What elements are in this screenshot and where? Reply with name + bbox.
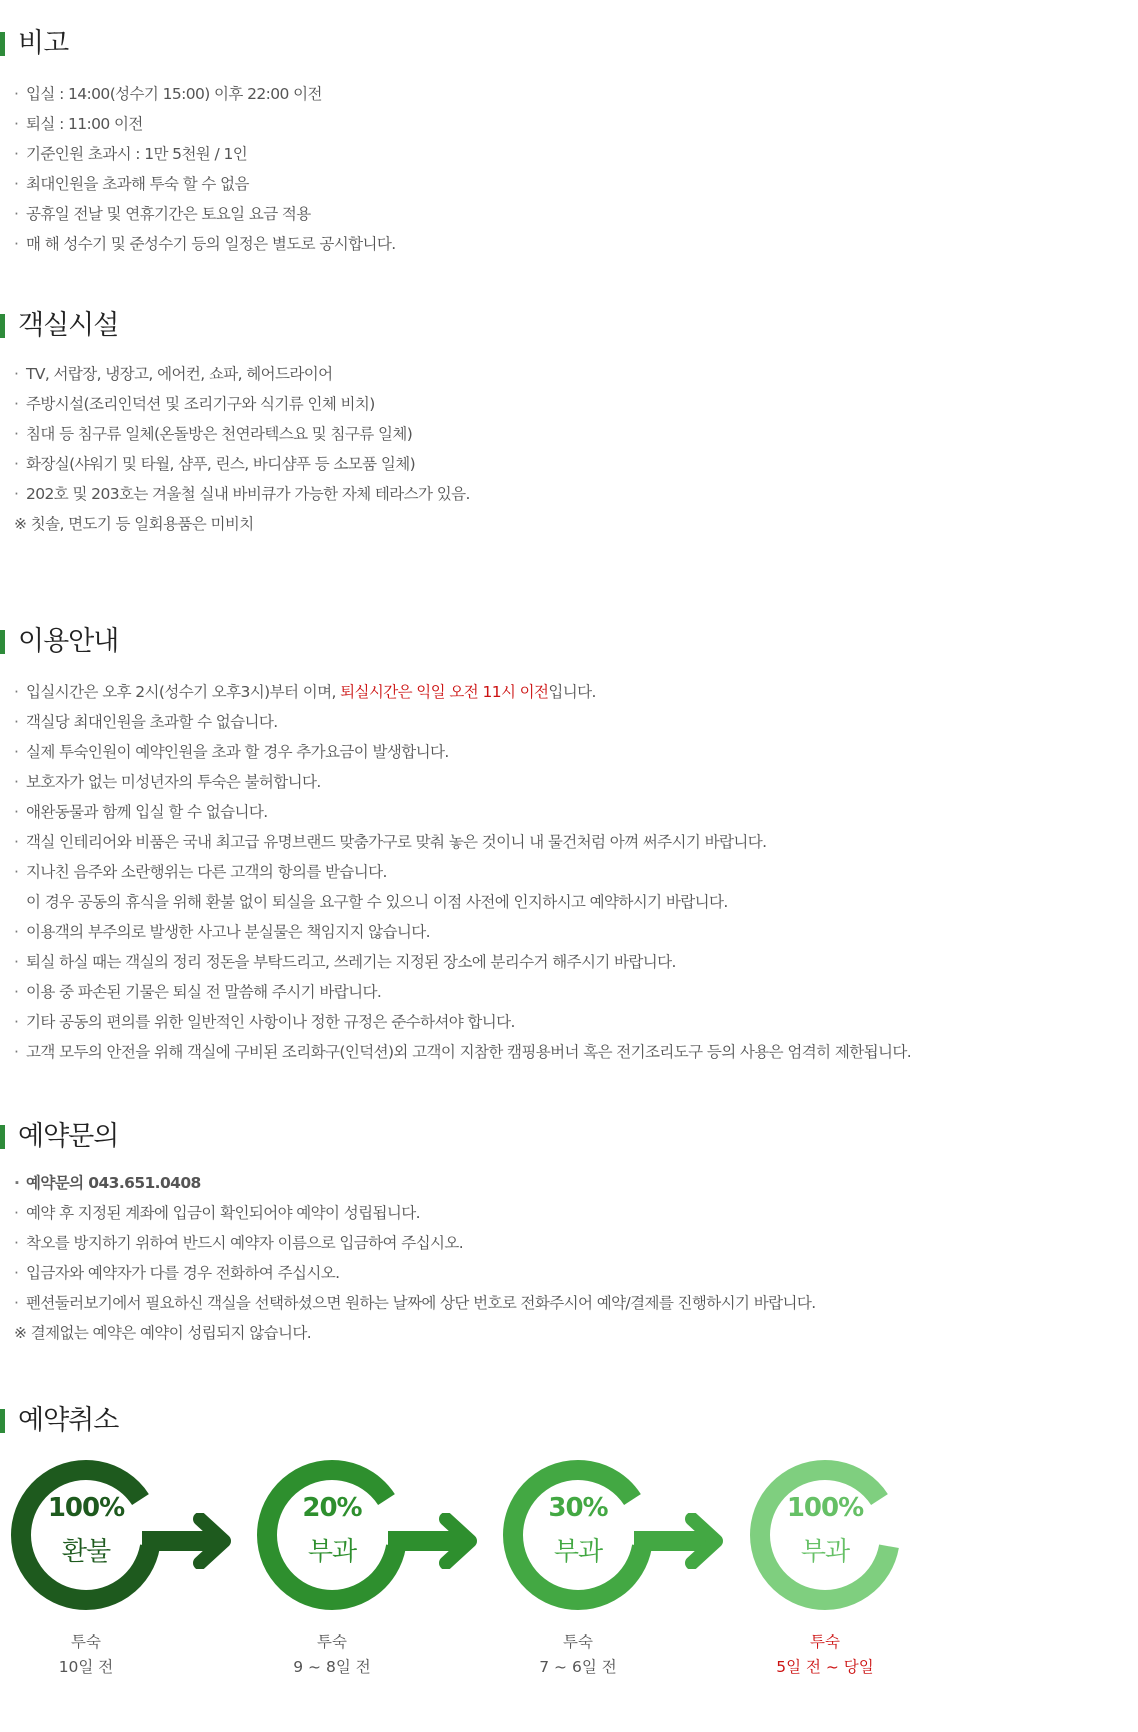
section-title-inquiry xyxy=(0,1117,1138,1157)
list-item: · 펜션둘러보기에서 필요하신 객실을 선택하셨으면 원하는 날짜에 상단 번호로 전화주시어 예약/결제를 진행하시기 바랍니다. xyxy=(14,1294,816,1312)
section-title-facilities xyxy=(0,306,1138,346)
cancellation-steps xyxy=(0,1455,1138,1732)
section-heading: 비고 xyxy=(18,28,69,59)
section-usage-guide xyxy=(0,622,1138,1061)
list-item: · 고객 모두의 안전을 위해 객실에 구비된 조리화구(인덕션)외 고객이 지참한 캠핑용버너 혹은 전기조리도구 등의 사용은 엄격히 제한됩니다. xyxy=(14,1043,912,1061)
list-item: · 애완동물과 함께 입실 할 수 없습니다. xyxy=(14,803,268,821)
list-item: · 객실 인테리어와 비품은 국내 최고급 유명브랜드 맞춤가구로 맞춰 놓은 것이니 내 물건처럼 아껴 써주시기 바랍니다. xyxy=(14,833,767,851)
list-item: · 매 해 성수기 및 준성수기 등의 일정은 별도로 공시합니다. xyxy=(14,235,396,253)
arrow-right-icon xyxy=(142,1513,237,1569)
section-heading: 예약문의 xyxy=(18,1121,119,1152)
list-item: · 입금자와 예약자가 다를 경우 전화하여 주십시오. xyxy=(14,1264,340,1282)
cancellation-period: 9 ~ 8일 전 xyxy=(293,1658,371,1676)
list-item: · 지나친 음주와 소란행위는 다른 고객의 항의를 받습니다. xyxy=(14,863,387,881)
section-heading: 객실시설 xyxy=(18,310,119,341)
title-bar xyxy=(0,1409,5,1433)
notes-list xyxy=(14,79,396,259)
cancellation-period: 5일 전 ~ 당일 xyxy=(776,1658,874,1676)
cancellation-percent: 20% xyxy=(302,1493,362,1523)
arrow-right-icon xyxy=(634,1513,729,1569)
section-title-cancellation xyxy=(0,1401,1138,1441)
list-item: · 화장실(샤워기 및 타월, 샴푸, 린스, 바디샴푸 등 소모품 일체) xyxy=(14,455,416,473)
title-bar xyxy=(0,1125,5,1149)
section-title-notes xyxy=(0,24,1138,64)
list-item: · 기타 공동의 편의를 위한 일반적인 사항이나 정한 규정은 준수하셔야 합니다. xyxy=(14,1013,515,1031)
warning-note: ※ 칫솔, 면도기 등 일회용품은 미비치 xyxy=(14,515,254,533)
list-item: 이 경우 공동의 휴식을 위해 환불 없이 퇴실을 요구할 수 있으니 이점 사전에 인지하시고 예약하시기 바랍니다. xyxy=(26,893,728,911)
cancellation-percent: 30% xyxy=(548,1493,608,1523)
list-item: · 202호 및 203호는 겨울철 실내 바비큐가 가능한 자체 테라스가 있음. xyxy=(14,485,470,503)
cancellation-label: 부과 xyxy=(800,1537,850,1567)
cancellation-caption: 투숙 xyxy=(563,1633,593,1651)
list-item: · 주방시설(조리인덕션 및 조리기구와 식기류 인체 비치) xyxy=(14,395,375,413)
list-item: · 공휴일 전날 및 연휴기간은 토요일 요금 적용 xyxy=(14,205,311,223)
cancellation-label: 환불 xyxy=(61,1537,111,1567)
cancellation-caption: 투숙 xyxy=(810,1633,840,1651)
list-item: · 객실당 최대인원을 초과할 수 없습니다. xyxy=(14,713,278,731)
phone-number[interactable]: · 예약문의 043.651.0408 xyxy=(14,1174,201,1192)
list-item: · 입실 : 14:00(성수기 15:00) 이후 22:00 이전 xyxy=(14,85,322,103)
cancellation-period: 10일 전 xyxy=(58,1658,114,1676)
section-cancellation xyxy=(0,1401,1138,1441)
section-notes xyxy=(0,24,1138,253)
list-item: · 최대인원을 초과해 투숙 할 수 없음 xyxy=(14,175,249,193)
section-room-facilities xyxy=(0,306,1138,533)
checkout-time-highlight: 퇴실시간은 익일 오전 11시 이전 xyxy=(340,683,549,701)
list-item: · 침대 등 침구류 일체(온돌방은 천연라텍스요 및 침구류 일체) xyxy=(14,425,413,443)
title-bar xyxy=(0,314,5,338)
list-item: · 보호자가 없는 미성년자의 투숙은 불허합니다. xyxy=(14,773,321,791)
list-item: · TV, 서랍장, 냉장고, 에어컨, 쇼파, 헤어드라이어 xyxy=(14,365,333,383)
list-item: · 퇴실 : 11:00 이전 xyxy=(14,115,143,133)
list-item: · 이용객의 부주의로 발생한 사고나 분실물은 책임지지 않습니다. xyxy=(14,923,430,941)
list-item: · 퇴실 하실 때는 객실의 정리 정돈을 부탁드리고, 쓰레기는 지정된 장소에 분리수거 해주시기 바랍니다. xyxy=(14,953,676,971)
cancellation-label: 부과 xyxy=(553,1537,603,1567)
facilities-list xyxy=(14,359,470,539)
list-item: · 기준인원 초과시 : 1만 5천원 / 1인 xyxy=(14,145,248,163)
title-bar xyxy=(0,32,5,56)
list-item: · 이용 중 파손된 기물은 퇴실 전 말씀해 주시기 바랍니다. xyxy=(14,983,382,1001)
list-item: · 실제 투숙인원이 예약인원을 초과 할 경우 추가요금이 발생합니다. xyxy=(14,743,449,761)
section-heading: 예약취소 xyxy=(18,1405,119,1436)
list-item: · 착오를 방지하기 위하여 반드시 예약자 이름으로 입금하여 주십시오. xyxy=(14,1234,464,1252)
section-title-usage xyxy=(0,622,1138,662)
cancellation-percent: 100% xyxy=(786,1493,864,1523)
cancellation-period: 7 ~ 6일 전 xyxy=(539,1658,617,1676)
inquiry-list xyxy=(14,1168,816,1348)
usage-list xyxy=(14,677,911,1067)
cancellation-percent: 100% xyxy=(47,1493,125,1523)
title-bar xyxy=(0,630,5,654)
list-item: · 입실시간은 오후 2시(성수기 오후3시)부터 이며, 퇴실시간은 익일 오전 11시 이전입니다. xyxy=(14,683,596,701)
cancellation-caption: 투숙 xyxy=(71,1633,101,1651)
cancellation-label: 부과 xyxy=(307,1537,357,1567)
section-heading: 이용안내 xyxy=(18,626,119,657)
list-item: · 예약 후 지정된 계좌에 입금이 확인되어야 예약이 성립됩니다. xyxy=(14,1204,420,1222)
arrow-right-icon xyxy=(388,1513,483,1569)
cancellation-caption: 투숙 xyxy=(317,1633,347,1651)
warning-note: ※ 결제없는 예약은 예약이 성립되지 않습니다. xyxy=(14,1324,312,1342)
section-reservation-inquiry xyxy=(0,1117,1138,1342)
